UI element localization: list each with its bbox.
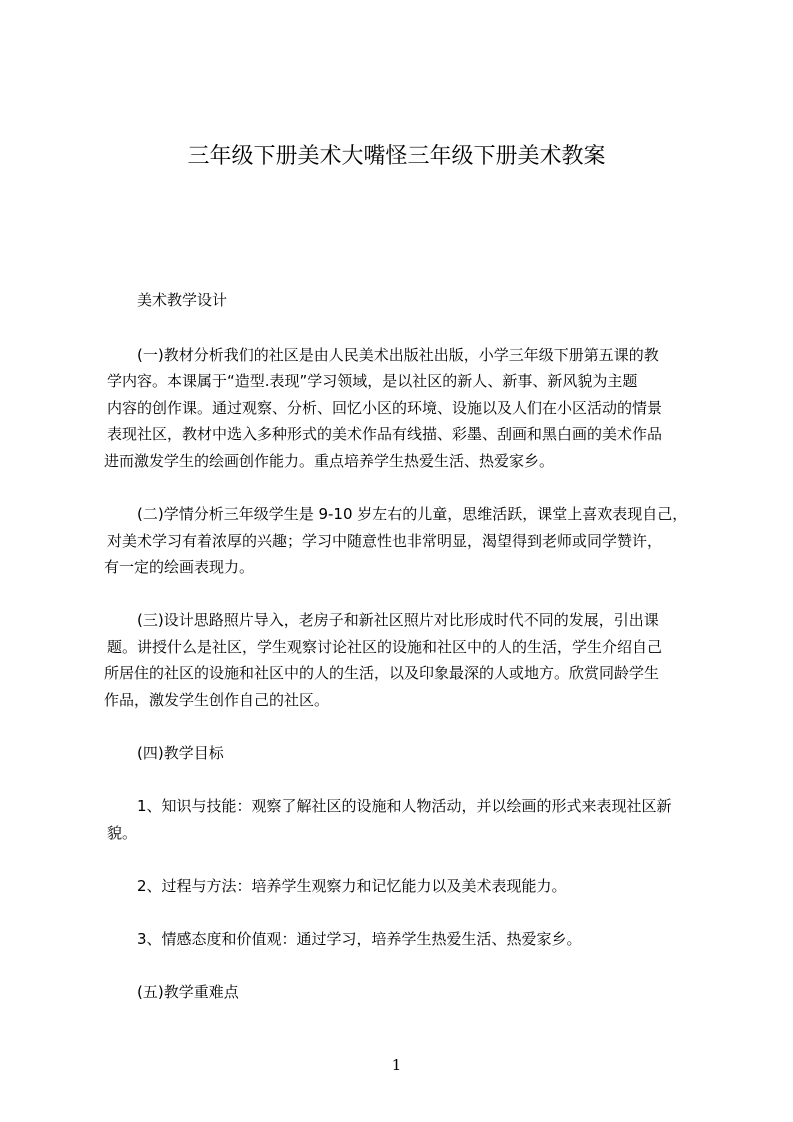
paragraph-line: (二)学情分析三年级学生是 9-10 岁左右的儿童，思维活跃，课堂上喜欢表现自己， [137,505,688,523]
page-number: 1 [391,1056,402,1074]
paragraph-line: 题。讲授什么是社区，学生观察讨论社区的设施和社区中的人的生活，学生介绍自己 [107,638,663,656]
section-heading-key-points: (五)教学重难点 [137,983,239,1001]
section-heading: 美术教学设计 [137,291,228,309]
paragraph-line: 学内容。本课属于“造型.表现”学习领域，是以社区的新人、新事、新风貌为主题 [107,372,638,390]
paragraph-line: 有一定的绘画表现力。 [104,558,255,576]
paragraph-line: 对美术学习有着浓厚的兴趣；学习中随意性也非常明显，渴望得到老师或同学赞许， [107,532,663,550]
paragraph-line: 内容的创作课。通过观察、分析、回忆小区的环境、设施以及人们在小区活动的情景 [107,399,663,417]
goal-item-continued: 貌。 [107,824,138,842]
goal-item: 2、过程与方法：培养学生观察力和记忆能力以及美术表现能力。 [137,877,567,895]
paragraph-line: (一)教材分析我们的社区是由人民美术出版社出版，小学三年级下册第五课的教 [137,346,659,364]
goal-item: 1、知识与技能：观察了解社区的设施和人物活动，并以绘画的形式来表现社区新 [137,797,672,815]
section-heading-goals: (四)教学目标 [137,744,224,762]
paragraph-line: (三)设计思路照片导入，老房子和新社区照片对比形成时代不同的发展，引出课 [137,611,659,629]
document-title: 三年级下册美术大嘴怪三年级下册美术教案 [187,144,606,169]
paragraph-line: 进而激发学生的绘画创作能力。重点培养学生热爱生活、热爱家乡。 [104,452,555,470]
paragraph-line: 表现社区，教材中选入多种形式的美术作品有线描、彩墨、刮画和黑白画的美术作品 [107,425,663,443]
paragraph-line: 作品，激发学生创作自己的社区。 [104,691,330,709]
goal-item: 3、情感态度和价值观：通过学习，培养学生热爱生活、热爱家乡。 [137,930,582,948]
paragraph-line: 所居住的社区的设施和社区中的人的生活，以及印象最深的人或地方。欣赏同龄学生 [104,664,660,682]
